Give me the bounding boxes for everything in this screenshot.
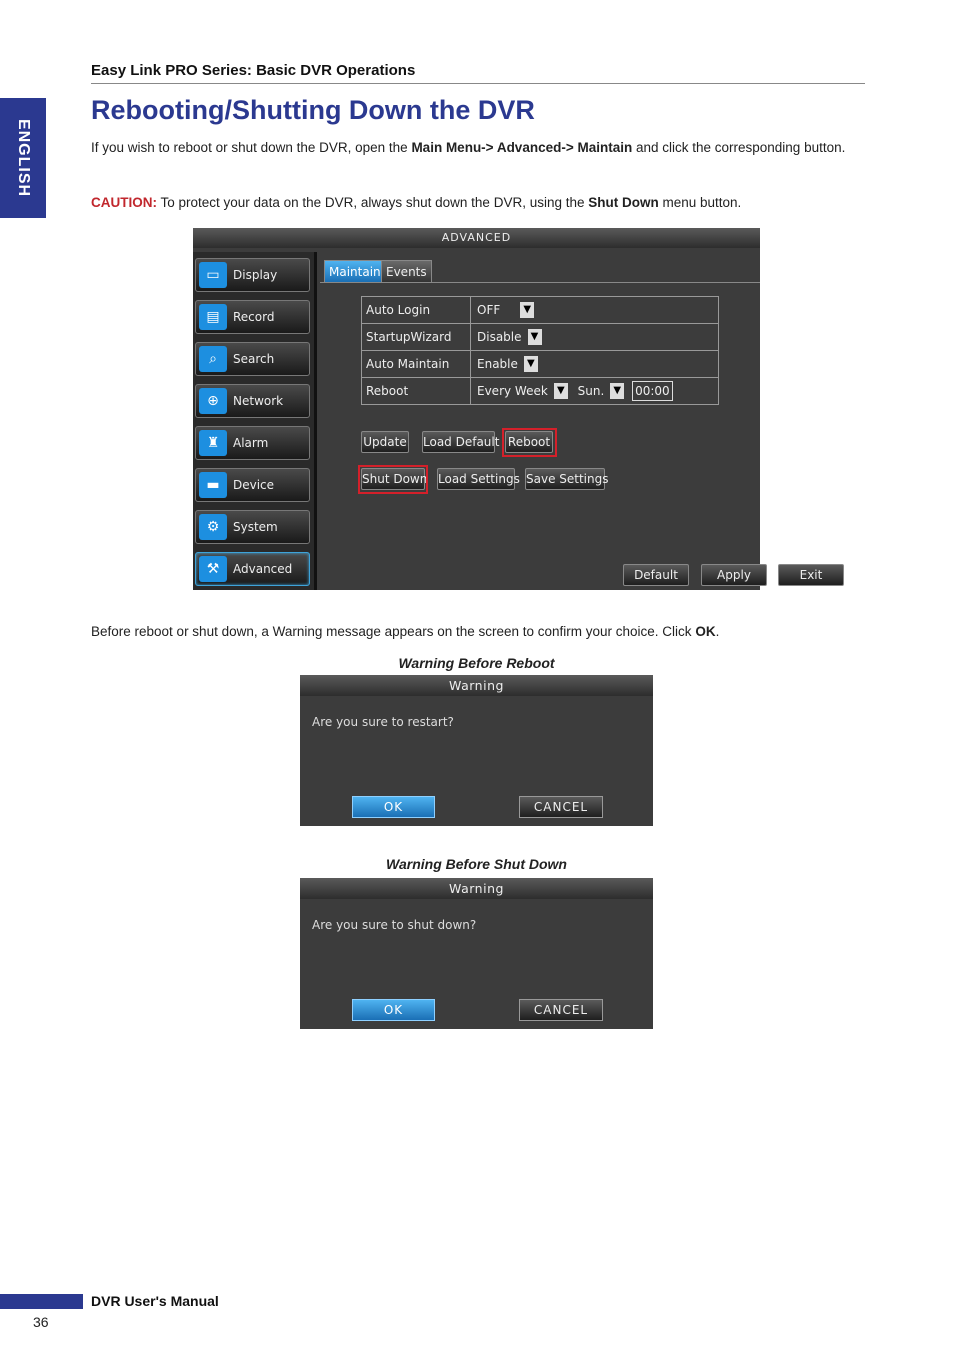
startup-wizard-select[interactable] [475, 329, 542, 345]
sidebar-item-network[interactable] [195, 384, 310, 418]
gear-icon: ⚙ [199, 514, 227, 540]
record-icon: ▤ [199, 304, 227, 330]
confirm-text-end: . [715, 624, 720, 639]
caution-paragraph [91, 192, 867, 214]
startup-wizard-value: Disable [477, 330, 522, 344]
chevron-down-icon: ▼ [520, 302, 534, 318]
sidebar-item-alarm[interactable] [195, 426, 310, 460]
sidebar-item-label: Alarm [233, 436, 269, 450]
reboot-button[interactable]: Reboot [505, 431, 553, 453]
shutdown-dialog-message: Are you sure to shut down? [312, 918, 477, 932]
table-row [362, 297, 719, 324]
sidebar-item-label: Network [233, 394, 284, 408]
running-header: Easy Link PRO Series: Basic DVR Operations [91, 62, 416, 79]
shutdown-dialog-caption: Warning Before Shut Down [386, 856, 567, 872]
shut-down-highlight-box [358, 465, 428, 494]
intro-menu-path: Main Menu-> Advanced-> Maintain [411, 140, 633, 155]
auto-maintain-cell [471, 351, 719, 378]
auto-login-value: OFF [477, 303, 501, 317]
page-title: Rebooting/Shutting Down the DVR [91, 95, 535, 125]
exit-button[interactable]: Exit [778, 564, 844, 586]
caution-shutdown-term: Shut Down [588, 195, 659, 210]
load-default-button[interactable]: Load Default [422, 431, 495, 453]
table-row [362, 324, 719, 351]
startup-wizard-label: StartupWizard [362, 324, 471, 351]
caution-text: To protect your data on the DVR, always shut down the DVR, using the [157, 195, 589, 210]
dvr-sidebar [193, 252, 314, 590]
chevron-down-icon: ▼ [554, 383, 568, 399]
shutdown-ok-button[interactable]: OK [352, 999, 435, 1021]
tab-maintain[interactable]: Maintain [324, 260, 386, 282]
sidebar-divider [314, 252, 317, 590]
dvr-advanced-screen [193, 228, 823, 590]
maintain-panel [320, 252, 823, 590]
default-button[interactable]: Default [623, 564, 689, 586]
chevron-down-icon: ▼ [528, 329, 542, 345]
intro-text-end: and click the corresponding button. [632, 140, 846, 155]
auto-login-select[interactable] [475, 302, 534, 318]
reboot-day-value: Sun. [577, 384, 605, 398]
reboot-frequency-select[interactable] [475, 383, 568, 399]
network-icon: ⊕ [199, 388, 227, 414]
sidebar-item-label: System [233, 520, 278, 534]
reboot-dialog-caption: Warning Before Reboot [398, 655, 555, 671]
monitor-icon: ▭ [199, 262, 227, 288]
sidebar-item-record[interactable] [195, 300, 310, 334]
shut-down-button[interactable]: Shut Down [361, 468, 425, 490]
apply-button[interactable]: Apply [701, 564, 767, 586]
reboot-schedule-cell [471, 378, 719, 405]
table-row [362, 378, 719, 405]
chevron-down-icon: ▼ [610, 383, 624, 399]
confirm-text: Before reboot or shut down, a Warning message appears on the screen to confirm your choice. Click [91, 624, 696, 639]
footer-manual-title: DVR User's Manual [91, 1293, 219, 1309]
load-settings-button[interactable]: Load Settings [437, 468, 515, 490]
caution-text-end: menu button. [658, 195, 742, 210]
auto-login-cell [471, 297, 719, 324]
wrench-icon: ⚒ [199, 556, 227, 582]
language-label: ENGLISH [15, 118, 32, 198]
sidebar-item-label: Record [233, 310, 275, 324]
tab-events[interactable]: Events [381, 260, 432, 282]
table-row [362, 351, 719, 378]
language-side-tab [0, 98, 46, 218]
shutdown-dialog-title: Warning [300, 878, 653, 899]
confirm-paragraph [91, 621, 867, 643]
sidebar-item-system[interactable] [195, 510, 310, 544]
sidebar-item-advanced[interactable] [195, 552, 310, 586]
sidebar-item-label: Advanced [233, 562, 293, 576]
auto-maintain-value: Enable [477, 357, 518, 371]
reboot-dialog-title: Warning [300, 675, 653, 696]
sidebar-item-label: Search [233, 352, 275, 366]
auto-maintain-label: Auto Maintain [362, 351, 471, 378]
sidebar-item-display[interactable] [195, 258, 310, 292]
update-button[interactable]: Update [361, 431, 409, 453]
reboot-day-select[interactable] [576, 383, 625, 399]
maintain-settings-table [361, 296, 719, 405]
startup-wizard-cell [471, 324, 719, 351]
sidebar-item-label: Display [233, 268, 278, 282]
intro-text: If you wish to reboot or shut down the DVR, open the [91, 140, 412, 155]
device-icon: ▬ [199, 472, 227, 498]
magnifier-icon: ⌕ [199, 346, 227, 372]
intro-paragraph [91, 137, 867, 159]
header-divider [91, 83, 865, 84]
reboot-warning-dialog [300, 675, 653, 826]
shutdown-cancel-button[interactable]: CANCEL [519, 999, 603, 1021]
dvr-window-title: ADVANCED [193, 228, 760, 248]
reboot-cancel-button[interactable]: CANCEL [519, 796, 603, 818]
shutdown-warning-dialog [300, 878, 653, 1029]
reboot-ok-button[interactable]: OK [352, 796, 435, 818]
sidebar-item-label: Device [233, 478, 275, 492]
page-number: 36 [33, 1314, 49, 1330]
reboot-time-input[interactable]: 00:00 [632, 381, 673, 401]
reboot-label: Reboot [362, 378, 471, 405]
footer-color-bar [0, 1294, 83, 1309]
reboot-highlight-box [502, 428, 557, 457]
chevron-down-icon: ▼ [524, 356, 538, 372]
confirm-ok-term: OK [695, 624, 716, 639]
sidebar-item-search[interactable] [195, 342, 310, 376]
caution-label: CAUTION: [91, 195, 157, 210]
tab-underline [320, 282, 760, 283]
reboot-frequency-value: Every Week [477, 384, 548, 398]
auto-login-label: Auto Login [362, 297, 471, 324]
reboot-dialog-message: Are you sure to restart? [312, 715, 454, 729]
save-settings-button[interactable]: Save Settings [525, 468, 605, 490]
sidebar-item-device[interactable] [195, 468, 310, 502]
auto-maintain-select[interactable] [475, 356, 538, 372]
alarm-icon: ♜ [199, 430, 227, 456]
